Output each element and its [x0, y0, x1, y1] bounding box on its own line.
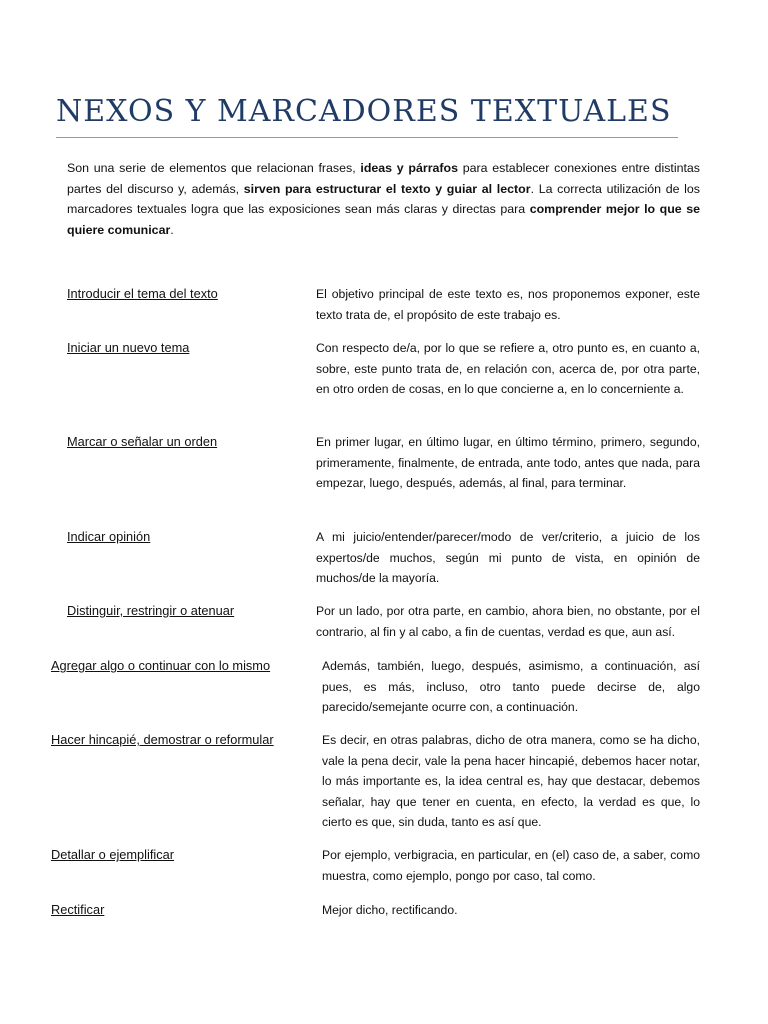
marker-description: El objetivo principal de este texto es, nos proponemos exponer, este texto trata de, el propósito de este trabajo es.: [316, 287, 700, 322]
intro-bold-3: comprender mejor lo que se quiere comunicar: [67, 202, 700, 237]
intro-bold-2: sirven para estructurar el texto y guiar al lector: [243, 181, 531, 196]
intro-text-2: para establecer conexiones entre distintas partes del discurso y, además,: [67, 161, 701, 196]
intro-paragraph: [67, 158, 700, 240]
intro-bold-1: ideas y párrafos: [360, 161, 459, 175]
title-underline-rule: [56, 137, 678, 138]
marker-term: Iniciar un nuevo tema: [67, 340, 190, 355]
marker-description: Con respecto de/a, por lo que se refiere a, otro punto es, en cuanto a, sobre, este punto trata de, en relación con, acerca de, por otra parte, en otro orden de cosas, en lo que concierne a, en lo concerniente a.: [316, 341, 700, 396]
intro-text-1: Son una serie de elementos que relacionan frases,: [67, 161, 361, 175]
marker-description: Por un lado, por otra parte, en cambio, ahora bien, no obstante, por el contrario, al fin y al cabo, a fin de cuentas, verdad es que, aun así.: [316, 604, 700, 639]
intro-text-4: .: [170, 222, 174, 237]
marker-term: Detallar o ejemplificar: [51, 847, 175, 862]
marker-description: A mi juicio/entender/parecer/modo de ver/criterio, a juicio de los expertos/de muchos, según mi punto de vista, en opinión de muchos/de la mayoría.: [316, 530, 700, 585]
marker-description: Es decir, en otras palabras, dicho de otra manera, como se ha dicho, vale la pena decir, vale la pena hacer hincapié, debemos hacer notar, lo más importante es, la idea central es, hay que destacar, debemos señalar, hay que tener en cuenta, en efecto, la verdad es que, lo cierto es que, sin duda, tanto es así que.: [322, 733, 700, 829]
marker-term: Marcar o señalar un orden: [67, 434, 218, 449]
marker-description: En primer lugar, en último lugar, en último término, primero, segundo, primeramente, finalmente, de entrada, ante todo, antes que nada, para empezar, luego, después, además, al final, para terminar.: [316, 435, 700, 490]
marker-description: Además, también, luego, después, asimismo, a continuación, así pues, es más, incluso, otro tanto puede decirse de, algo parecido/semejante ocurre con, a continuación.: [322, 659, 700, 714]
marker-description: Mejor dicho, rectificando.: [322, 903, 458, 917]
marker-term: Hacer hincapié, demostrar o reformular: [51, 732, 274, 747]
marker-term: Introducir el tema del texto: [67, 286, 218, 301]
marker-term: Rectificar: [51, 902, 105, 917]
marker-description: Por ejemplo, verbigracia, en particular, en (el) caso de, a saber, como muestra, como ejemplo, pongo por caso, tal como.: [322, 848, 700, 883]
intro-text-3: . La correcta utilización de los marcadores textuales logra que las exposiciones sean más claras y directas para: [67, 181, 700, 216]
marker-term: Agregar algo o continuar con lo mismo: [51, 658, 271, 673]
marker-term: Distinguir, restringir o atenuar: [67, 603, 235, 618]
marker-term: Indicar opinión: [67, 529, 151, 544]
page-title: NEXOS Y MARCADORES TEXTUALES: [56, 94, 672, 129]
